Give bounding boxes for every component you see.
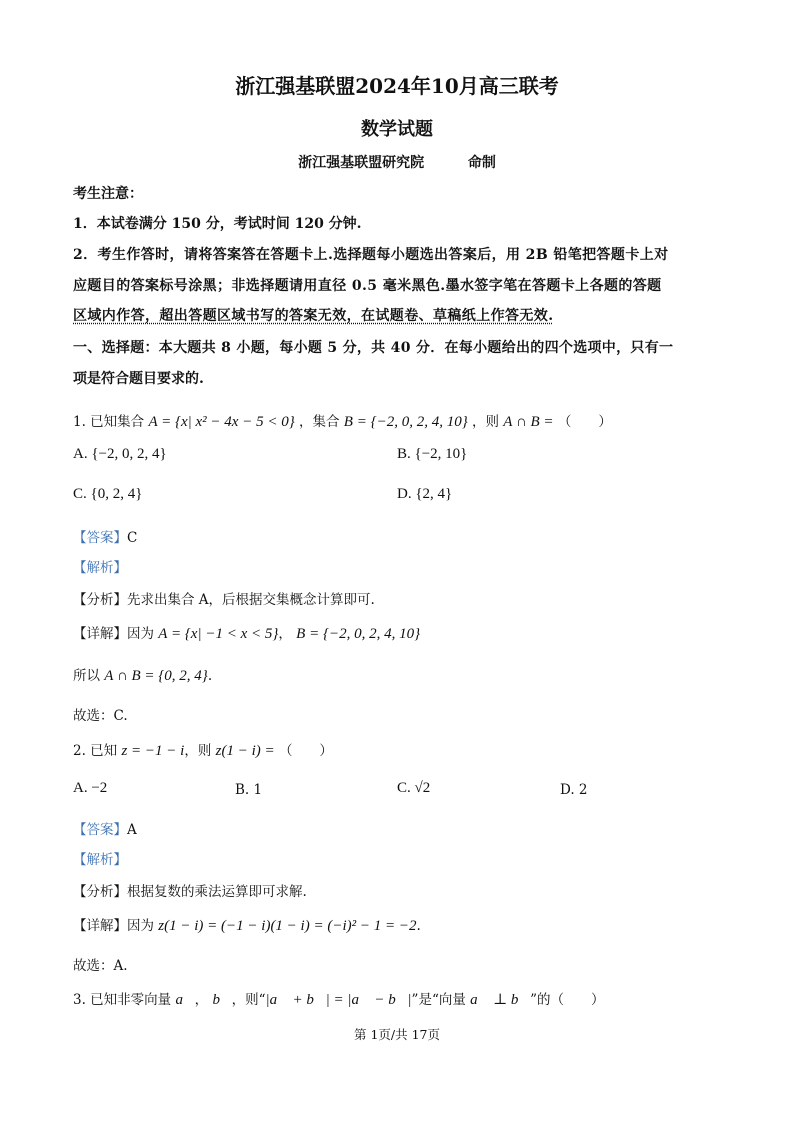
subject-title: 数学试题 — [361, 119, 433, 140]
q2-xiangjie-post: . — [416, 918, 421, 934]
q1-choose: 故选：C. — [73, 708, 128, 724]
q1-option-a: A. {−2, 0, 2, 4} — [73, 446, 167, 462]
q3-condition: |a⃗ + b⃗| = |a⃗ − b⃗| — [265, 992, 412, 1008]
section-1-line-1: 一、选择题：本大题共 8 小题，每小题 5 分，共 40 分．在每小题给出的四个选项中，只有一 — [73, 340, 674, 356]
q2-answer-value: A — [127, 822, 137, 838]
q1-post: ，则 — [472, 414, 499, 430]
q3-mid: ，则“ — [231, 992, 266, 1008]
question-1 — [73, 410, 612, 431]
q1-xiangjie — [73, 622, 420, 643]
q2-fenxi-text: 根据复数的乘法运算即可求解. — [127, 884, 307, 900]
q2-mid: ，则 — [184, 743, 212, 759]
q1-xiangjie-math-1: A = {x| −1 < x < 5} — [158, 626, 279, 642]
q1-mid: ，集合 — [299, 414, 340, 430]
q1-so-pre: 所以 — [73, 668, 100, 684]
question-3 — [73, 988, 605, 1009]
q1-fenxi — [73, 588, 375, 608]
q2-fenxi-tag: 【分析】 — [73, 884, 127, 900]
q2-fenxi — [73, 880, 307, 900]
q1-paren: （ ） — [557, 414, 612, 430]
q2-analysis-tag: 【解析】 — [73, 852, 127, 868]
q3-prefix: 3. 已知非零向量 — [73, 992, 172, 1008]
q1-fenxi-text: 先求出集合 A，后根据交集概念计算即可. — [127, 592, 375, 608]
org-name: 浙江强基联盟研究院 — [298, 155, 425, 171]
q3-comma: ， — [194, 992, 209, 1008]
notice-heading: 考生注意： — [73, 186, 143, 202]
q2-xiangjie — [73, 914, 421, 935]
section-1-line-2: 项是符合题目要求的. — [73, 371, 204, 387]
q3-perpendicular: a⃗ ⊥ b⃗ — [470, 992, 531, 1008]
notice-item-2-line-2: 应题目的答案标号涂黑；非选择题请用直径 0.5 毫米黑色.墨水签字笔在答题卡上各题的答题 — [73, 278, 662, 294]
q1-fenxi-tag: 【分析】 — [73, 592, 127, 608]
q2-xiangjie-pre: 因为 — [127, 918, 154, 934]
q2-math-2: z(1 − i) = — [215, 743, 275, 759]
q2-option-c: C. √2 — [397, 780, 431, 796]
q1-option-c: C. {0, 2, 4} — [73, 486, 143, 502]
org-suffix: 命制 — [467, 155, 496, 171]
q1-set-a: A = {x| x² − 4x − 5 < 0} — [148, 414, 295, 430]
q1-so-post: . — [207, 668, 213, 684]
q2-math-1: z = −1 − i — [121, 743, 185, 759]
q3-vector-a: a⃗ — [175, 992, 195, 1008]
q1-option-b: B. {−2, 10} — [397, 446, 468, 462]
q1-answer-value: C — [127, 530, 138, 546]
q2-answer — [73, 818, 137, 838]
q1-analysis-tag: 【解析】 — [73, 560, 127, 576]
q1-option-d: D. {2, 4} — [397, 486, 453, 502]
q2-choose: 故选：A. — [73, 958, 128, 974]
org-line — [0, 152, 794, 172]
q1-so-math: A ∩ B = {0, 2, 4} — [104, 668, 208, 684]
q1-xiangjie-sep: ， — [278, 626, 292, 642]
q3-mid-2: ”是“向量 — [411, 992, 466, 1008]
page-number: 第 1页/共 17页 — [353, 1027, 441, 1042]
q2-option-b: B. 1 — [235, 782, 263, 798]
q3-vector-b: b⃗ — [212, 992, 232, 1008]
q1-so — [73, 664, 212, 685]
q3-post: ”的（ ） — [530, 992, 605, 1008]
q2-paren: （ ） — [278, 743, 333, 759]
q1-xiangjie-math-2: B = {−2, 0, 2, 4, 10} — [296, 626, 421, 642]
question-2 — [73, 739, 333, 760]
q1-xiangjie-pre: 因为 — [127, 626, 154, 642]
q2-option-a: A. −2 — [73, 780, 108, 796]
q2-xiangjie-tag: 【详解】 — [73, 918, 127, 934]
q1-set-b: B = {−2, 0, 2, 4, 10} — [343, 414, 468, 430]
q2-prefix: 2. 已知 — [73, 743, 118, 759]
q1-prefix: 1. 已知集合 — [73, 414, 145, 430]
q1-answer — [73, 526, 137, 546]
exam-title: 浙江强基联盟2024年10月高三联考 — [235, 74, 559, 98]
q1-xiangjie-tag: 【详解】 — [73, 626, 127, 642]
q2-xiangjie-math: z(1 − i) = (−1 − i)(1 − i) = (−i)² − 1 = −2 — [158, 918, 417, 934]
q2-option-d: D. 2 — [560, 782, 588, 798]
notice-item-2-line-3: 区域内作答，超出答题区域书写的答案无效，在试题卷、草稿纸上作答无效. — [73, 308, 554, 324]
q2-answer-tag: 【答案】 — [73, 822, 127, 838]
q1-ask: A ∩ B = — [503, 414, 554, 430]
q1-answer-tag: 【答案】 — [73, 530, 127, 546]
notice-item-1: 1．本试卷满分 150 分，考试时间 120 分钟. — [73, 216, 362, 232]
notice-item-2-line-1: 2．考生作答时，请将答案答在答题卡上.选择题每小题选出答案后，用 2B 铅笔把答题卡上对 — [73, 247, 669, 263]
